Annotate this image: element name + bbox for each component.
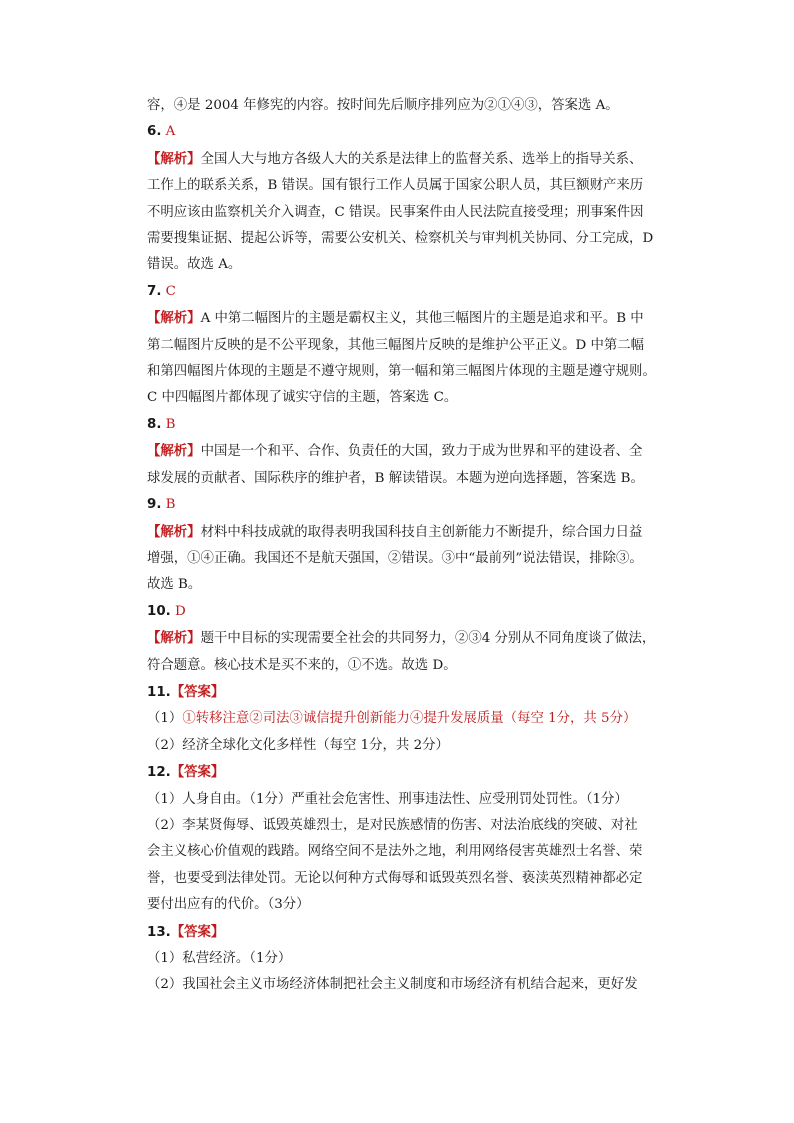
text-span: 中国是一个和平、合作、负责任的大国，致力于成为世界和平的建设者、全 [200,444,643,460]
text-span: （1）人身自由。（1分）严重社会危害性、刑事违法性、应受刑罚处罚性。（1分） [147,791,628,807]
answer-text-body [147,93,667,999]
section-tag: 【解析】 [147,523,201,540]
text-line [147,466,667,492]
text-span: （2）我国社会主义市场经济体制把社会主义制度和市场经济有机结合起来，更好发 [147,977,638,993]
text-line [147,305,667,332]
text-line [147,359,667,385]
text-span: B [161,497,176,513]
text-span: 会主义核心价值观的践踏。网络空间不是法外之地，利用网络侵害英雄烈士名誉、荣 [147,844,643,860]
text-line [147,333,667,359]
text-span: （2）李某贤侮辱、诋毁英雄烈士，是对民族感情的伤害、对法治底线的突破、对社 [147,817,638,833]
text-span: 故选 B。 [147,577,202,593]
section-tag: 【解析】 [147,443,201,460]
text-span: 错误。故选 A。 [147,257,242,273]
text-span: D [170,603,186,619]
text-span: C 中四幅图片都体现了诚实守信的主题，答案选 C。 [147,390,458,406]
text-span: A [161,124,176,140]
text-line [147,733,667,759]
text-span: 工作上的联系关系，B 错误。国有银行工作人员属于国家公职人员，其巨额财产来历 [147,178,644,194]
section-tag: 【答案】 [170,923,225,940]
text-span: 誉，也要受到法律处罚。无论以何种方式侮辱和诋毁英烈名誉、亵渎英烈精神都必定 [147,870,643,886]
text-line [147,119,667,145]
section-tag: 【答案】 [170,683,225,700]
text-line [147,173,667,199]
text-line [147,919,667,946]
text-line [147,252,667,278]
text-line [147,946,667,972]
text-span: C [161,283,176,299]
text-span: 材料中科技成就的取得表明我国科技自主创新能力不断提升，综合国力日益 [200,524,643,540]
text-span: ①转移注意②司法③诚信提升创新能力④提升发展质量（每空 1分，共 5分） [182,711,637,727]
text-line [147,679,667,706]
question-number: 8. [147,416,162,432]
question-number: 13. [147,924,171,940]
text-span: 第二幅图片反映的是不公平现象，其他三幅图片反映的是维护公平正义。D 中第二幅 [147,337,645,353]
question-number: 11. [147,684,171,700]
question-number: 6. [147,124,162,140]
text-line [147,93,667,119]
text-line [147,226,667,252]
section-tag: 【答案】 [170,764,225,781]
text-span: 和第四幅图片体现的主题是不遵守规则，第一幅和第三幅图片体现的主题是遵守规则。 [147,364,656,380]
text-span: 符合题意。核心技术是买不来的，①不选。故选 D。 [147,657,457,673]
text-line [147,972,667,998]
text-line [147,892,667,918]
text-line [147,759,667,786]
text-line [147,599,667,625]
text-line [147,706,667,732]
text-span: 增强，①④正确。我国还不是航天强国，②错误。③中“最前列”说法错误，排除③。 [147,550,643,566]
text-span: （1）私营经济。（1分） [147,951,292,966]
text-line [147,653,667,679]
text-line [147,866,667,892]
text-line [147,200,667,226]
question-number: 7. [147,283,162,299]
section-tag: 【解析】 [147,630,201,647]
text-span: 需要搜集证据、提起公诉等，需要公安机关、检察机关与审判机关协同、分工完成，D [147,231,654,247]
text-span: 不明应该由监察机关介入调查，C 错误。民事案件由人民法院直接受理；刑事案件因 [147,204,644,220]
text-span: （2）经济全球化文化多样性（每空 1分，共 2分） [147,737,449,753]
text-span: 题干中目标的实现需要全社会的共同努力，②③4 分别从不同角度谈了做法， [200,631,656,647]
question-number: 12. [147,765,171,781]
text-line [147,546,667,572]
text-span: （1） [147,711,183,727]
text-line [147,385,667,411]
text-span: B [161,416,176,432]
text-line [147,625,667,652]
section-tag: 【解析】 [147,310,201,327]
text-line [147,279,667,305]
text-line [147,412,667,438]
text-line [147,839,667,865]
question-number: 10. [147,603,171,619]
text-line [147,813,667,839]
text-line [147,438,667,465]
section-tag: 【解析】 [147,150,201,167]
text-line [147,787,667,813]
text-line [147,572,667,598]
text-span: 要付出应有的代价。（3分） [147,897,310,913]
text-line [147,519,667,546]
text-line [147,146,667,173]
question-number: 9. [147,497,162,513]
text-span: A 中第二幅图片的主题是霸权主义，其他三幅图片的主题是追求和平。B 中 [200,311,644,327]
text-span: 球发展的贡献者、国际秩序的维护者，B 解读错误。本题为逆向选择题，答案选 B。 [147,470,644,486]
text-span: 全国人大与地方各级人大的关系是法律上的监督关系、选举上的指导关系、 [200,151,643,167]
text-span: 容，④是 2004 年修宪的内容。按时间先后顺序排列应为②①④③，答案选 A。 [147,98,619,113]
text-line [147,492,667,518]
